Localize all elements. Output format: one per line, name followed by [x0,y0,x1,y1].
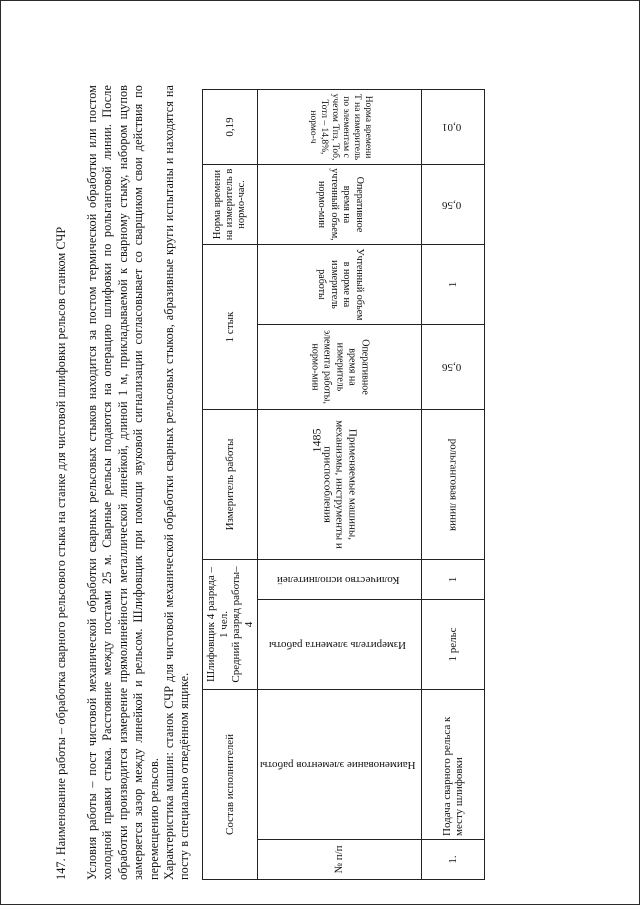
norm-label: Норма времени на измеритель в нормо-час. [212,168,247,241]
machines-header [258,409,422,559]
row-norm-t [422,89,485,164]
machine-characteristics: Характеристика машин: станок СЧР для чистовой механической обработки сварных рельсовых стыков, абразивные круги испытаны и находятся на посту в специально отведённом ящике. [162,85,192,880]
table-header-row-2 [258,89,422,879]
machines-header-text: Применяемые машины, механизмы, инструменты и приспособления [321,420,359,549]
count-header [258,559,422,599]
row-machines-text: рольганговая линия [447,438,460,531]
row-elem-meter: 1 рельс [422,599,485,689]
work-conditions: Условия работы – пост чистовой механической обработки сварных рельсовых стыков находится за постом термической обработки или постом холодной правки стыка. Расстояние между постами 25 м. Сварные рельсы подаются на операцию шлифовки по рольганговой линии. После обработки производится измерение прямолинейности металлической линейкой, длиной 1 м, прикладываемой к сварному стыку, набором щупов замеряется зазор между линейкой и рельсом. Шлифовщик при помощи звуковой сигнализации согласовывает со сварщиком свои действия по перемещению рельсов. [85,85,161,880]
op-time-header-text: Оперативное время на измеритель элемента работы, нормо-мин [309,329,371,404]
row-norm-t-text: 0,01 [441,121,461,134]
meter-value-cell: 1 стык [203,244,258,409]
name-header-text: Наименование элементов работы [260,758,416,771]
elem-meter-header-text: Измеритель элемента работы [269,638,407,651]
row-volume: 1 [422,244,485,324]
row-op-time [422,324,485,409]
table-row [422,89,485,879]
crew-label-cell: Состав исполнителей [203,689,258,879]
count-header-text: Количество исполнителей [276,573,400,586]
volume-header [258,244,422,324]
row-op-time-text: 0,56 [441,361,461,374]
norm-value-cell: 0,19 [203,89,258,164]
row-num: 1. [422,840,485,880]
row-op-time-volume-text: 0,56 [441,198,461,211]
crew-value: Шлифовщик 4 разряда – 1 чел. Средний разряд работы– 4 [205,566,255,683]
crew-value-cell [203,559,258,689]
norm-label-cell [203,164,258,244]
num-header-text: № п/п [333,845,346,874]
norm-t-header [258,89,422,164]
op-time-volume-header [258,164,422,244]
meter-label-cell: Измеритель работы [203,409,258,559]
row-machines [422,409,485,559]
row-name: Подача сварного рельса к месту шлифовки [422,689,485,839]
row-count: 1 [422,559,485,599]
work-title: 147. Наименование работы – обработка сварного рельсового стыка на станке для чистовой шлифовки рельсов станком СЧР [54,226,68,880]
table-header-row-1 [203,89,258,879]
rotated-content [54,40,554,880]
page-number: 1485 [309,428,324,453]
op-time-volume-header-text: Оперативное время на учтенный объем, нормо-мин [316,168,365,241]
elem-meter-header [258,599,422,689]
num-header [258,840,422,880]
row-op-time-volume [422,164,485,244]
work-table [202,89,485,880]
norm-t-header-text: Норма времени Т на измеритель по элементам с учетом Тпз, Тоб, Тотл – 14,8%, нормо-ч [307,93,373,161]
op-time-header [258,324,422,409]
volume-header-text: Учтенный объем в норме на измеритель работы [316,248,365,321]
name-header [258,689,422,839]
